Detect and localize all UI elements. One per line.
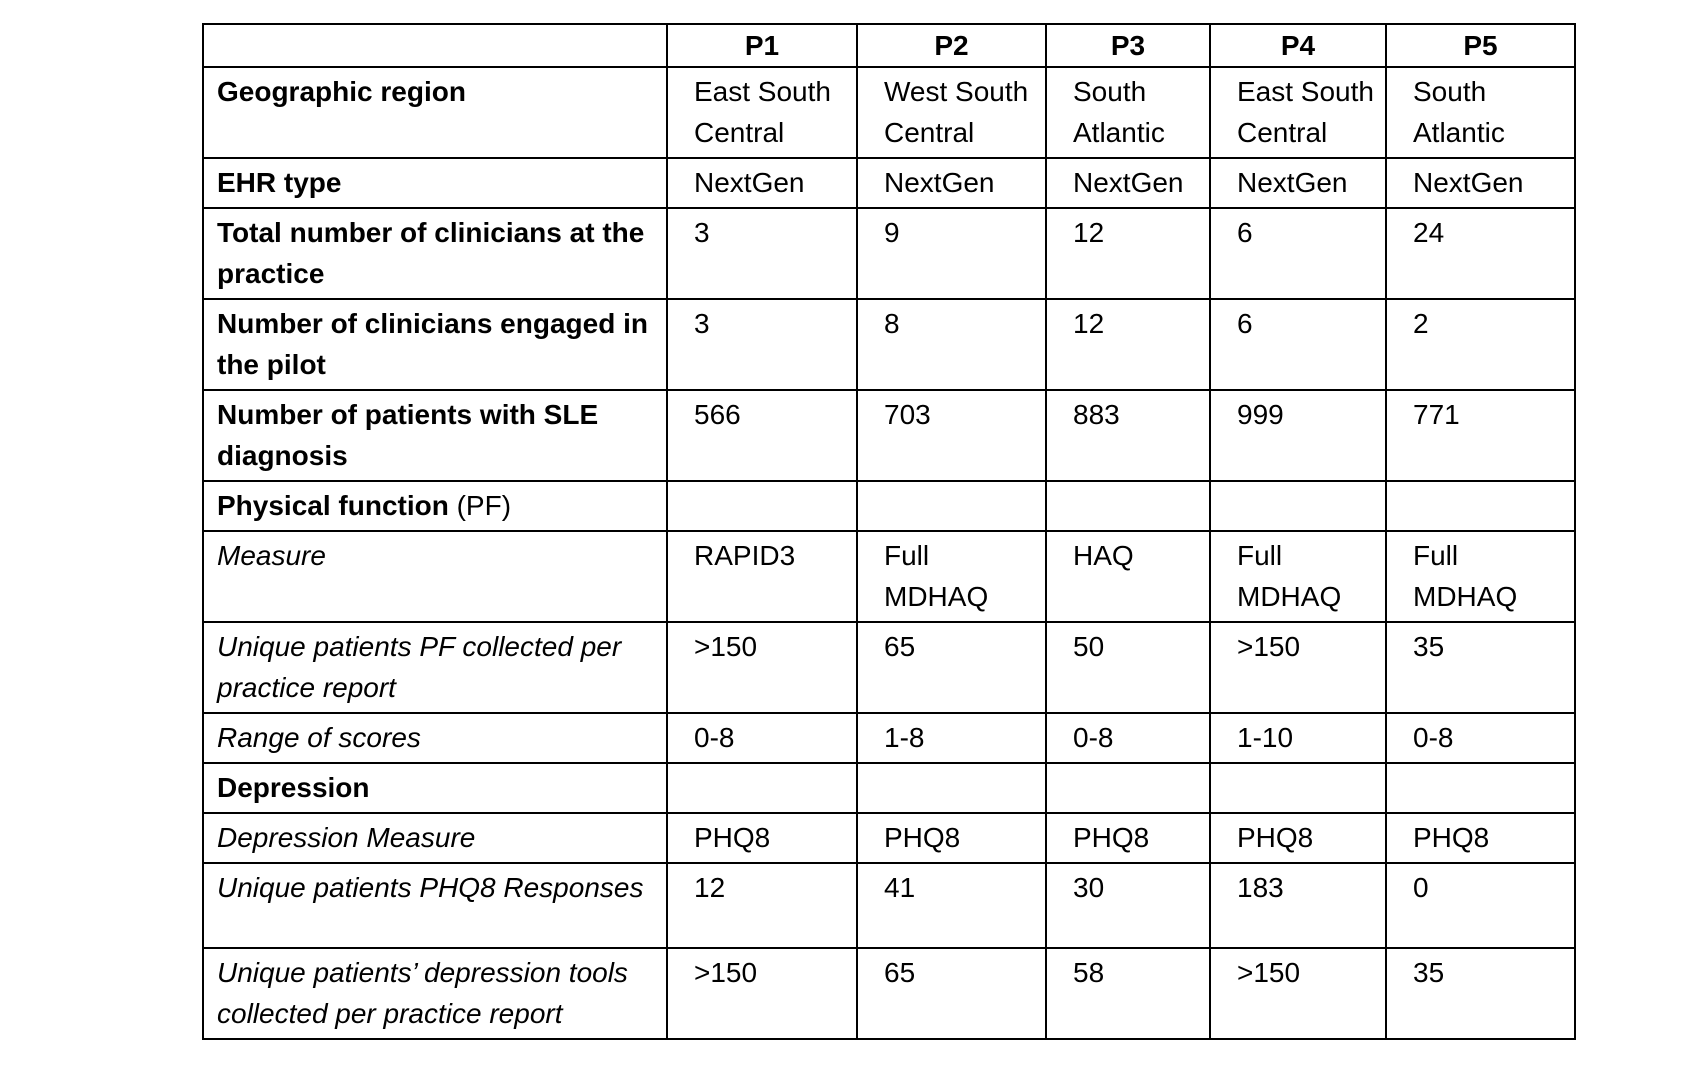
value-cell-p1 <box>667 481 857 531</box>
value-cell-p1: 12 <box>667 863 857 948</box>
row-label: Measure <box>217 540 326 571</box>
row-label: Number of clinicians engaged in the pilot <box>217 308 648 380</box>
table-row <box>203 948 1575 1039</box>
row-label-cell <box>203 813 667 863</box>
table-row <box>203 390 1575 481</box>
value-cell-p4: East South Central <box>1210 67 1386 158</box>
header-p3: P3 <box>1046 24 1210 67</box>
row-label-cell <box>203 622 667 713</box>
row-label-cell <box>203 481 667 531</box>
value-cell-p1: 0-8 <box>667 713 857 763</box>
table-row <box>203 299 1575 390</box>
header-p2: P2 <box>857 24 1046 67</box>
value-cell-p2: 65 <box>857 948 1046 1039</box>
value-cell-p4: Full MDHAQ <box>1210 531 1386 622</box>
value-cell-p5: 35 <box>1386 622 1575 713</box>
header-p5: P5 <box>1386 24 1575 67</box>
value-cell-p3: 883 <box>1046 390 1210 481</box>
value-cell-p4: >150 <box>1210 622 1386 713</box>
table-row <box>203 622 1575 713</box>
value-cell-p1: RAPID3 <box>667 531 857 622</box>
value-cell-p5: 771 <box>1386 390 1575 481</box>
value-cell-p2: NextGen <box>857 158 1046 208</box>
value-cell-p5: 35 <box>1386 948 1575 1039</box>
value-cell-p2: PHQ8 <box>857 813 1046 863</box>
header-p1: P1 <box>667 24 857 67</box>
value-cell-p2 <box>857 481 1046 531</box>
value-cell-p1: 3 <box>667 299 857 390</box>
value-cell-p5: 0 <box>1386 863 1575 948</box>
value-cell-p4: 6 <box>1210 299 1386 390</box>
table-row <box>203 208 1575 299</box>
value-cell-p5: 24 <box>1386 208 1575 299</box>
practice-characteristics-table <box>202 23 1576 1040</box>
row-label: Depression <box>217 772 370 803</box>
row-label-cell <box>203 208 667 299</box>
value-cell-p3: 30 <box>1046 863 1210 948</box>
header-p4: P4 <box>1210 24 1386 67</box>
row-label-cell <box>203 763 667 813</box>
value-cell-p2: 65 <box>857 622 1046 713</box>
value-cell-p4: 1-10 <box>1210 713 1386 763</box>
value-cell-p3: 50 <box>1046 622 1210 713</box>
value-cell-p1: NextGen <box>667 158 857 208</box>
value-cell-p5: Full MDHAQ <box>1386 531 1575 622</box>
value-cell-p2: West South Central <box>857 67 1046 158</box>
value-cell-p2: 703 <box>857 390 1046 481</box>
value-cell-p3 <box>1046 481 1210 531</box>
value-cell-p3: 12 <box>1046 299 1210 390</box>
value-cell-p4: PHQ8 <box>1210 813 1386 863</box>
value-cell-p3: 58 <box>1046 948 1210 1039</box>
table-row <box>203 813 1575 863</box>
practice-characteristics-table-wrapper <box>202 23 1576 1040</box>
value-cell-p2: 41 <box>857 863 1046 948</box>
table-row <box>203 863 1575 948</box>
value-cell-p5: 0-8 <box>1386 713 1575 763</box>
table-body <box>203 67 1575 1039</box>
row-label-cell <box>203 948 667 1039</box>
table-row <box>203 531 1575 622</box>
value-cell-p4: >150 <box>1210 948 1386 1039</box>
value-cell-p2 <box>857 763 1046 813</box>
row-label: Unique patients PF collected per practice report <box>217 631 622 703</box>
row-label-cell <box>203 531 667 622</box>
row-label-cell <box>203 390 667 481</box>
row-label: Number of patients with SLE diagnosis <box>217 399 599 471</box>
row-label-cell <box>203 299 667 390</box>
value-cell-p1: PHQ8 <box>667 813 857 863</box>
header-empty-cell <box>203 24 667 67</box>
value-cell-p4 <box>1210 763 1386 813</box>
row-label: Unique patients PHQ8 Responses <box>217 872 644 903</box>
row-label-cell <box>203 158 667 208</box>
value-cell-p1: >150 <box>667 622 857 713</box>
table-row <box>203 481 1575 531</box>
value-cell-p4: 183 <box>1210 863 1386 948</box>
value-cell-p4: NextGen <box>1210 158 1386 208</box>
value-cell-p5: 2 <box>1386 299 1575 390</box>
value-cell-p5 <box>1386 481 1575 531</box>
value-cell-p1: 3 <box>667 208 857 299</box>
row-label: Unique patients’ depression tools collected per practice report <box>217 957 628 1029</box>
value-cell-p3 <box>1046 763 1210 813</box>
table-row <box>203 158 1575 208</box>
table-row <box>203 67 1575 158</box>
row-label: Depression Measure <box>217 822 476 853</box>
value-cell-p3: 0-8 <box>1046 713 1210 763</box>
row-label: Range of scores <box>217 722 421 753</box>
value-cell-p3: NextGen <box>1046 158 1210 208</box>
value-cell-p1 <box>667 763 857 813</box>
value-cell-p4: 999 <box>1210 390 1386 481</box>
table-row <box>203 713 1575 763</box>
value-cell-p2: 8 <box>857 299 1046 390</box>
value-cell-p1: 566 <box>667 390 857 481</box>
value-cell-p1: East South Central <box>667 67 857 158</box>
value-cell-p2: 1-8 <box>857 713 1046 763</box>
value-cell-p1: >150 <box>667 948 857 1039</box>
row-label: Physical function <box>217 490 449 521</box>
value-cell-p2: 9 <box>857 208 1046 299</box>
value-cell-p3: 12 <box>1046 208 1210 299</box>
value-cell-p5: NextGen <box>1386 158 1575 208</box>
row-label-cell <box>203 67 667 158</box>
value-cell-p3: South Atlantic <box>1046 67 1210 158</box>
value-cell-p5: PHQ8 <box>1386 813 1575 863</box>
row-label-cell <box>203 713 667 763</box>
value-cell-p4: 6 <box>1210 208 1386 299</box>
value-cell-p5 <box>1386 763 1575 813</box>
row-label-suffix: (PF) <box>448 490 512 521</box>
row-label: Total number of clinicians at the practice <box>217 217 645 289</box>
value-cell-p5: South Atlantic <box>1386 67 1575 158</box>
table-row <box>203 763 1575 813</box>
value-cell-p3: PHQ8 <box>1046 813 1210 863</box>
row-label-cell <box>203 863 667 948</box>
row-label: EHR type <box>217 167 342 198</box>
value-cell-p4 <box>1210 481 1386 531</box>
value-cell-p3: HAQ <box>1046 531 1210 622</box>
value-cell-p2: Full MDHAQ <box>857 531 1046 622</box>
table-header-row <box>203 24 1575 67</box>
row-label: Geographic region <box>217 76 466 107</box>
